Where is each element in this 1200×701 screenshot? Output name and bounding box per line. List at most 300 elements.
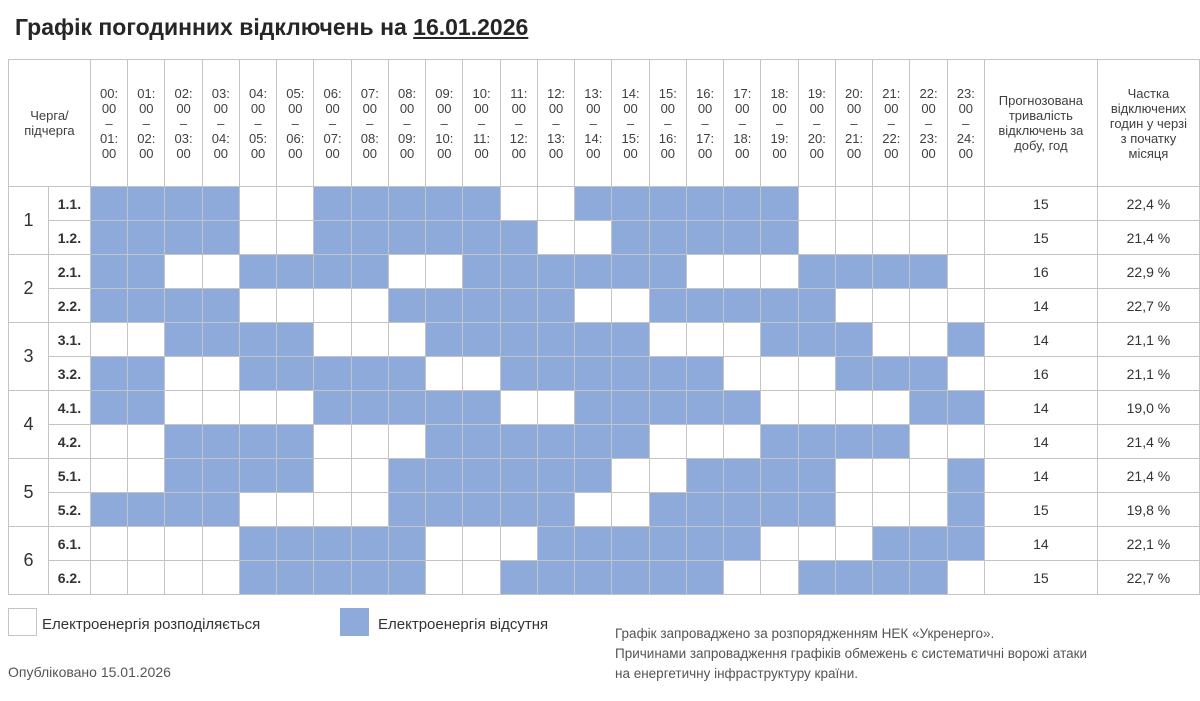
hour-header-line: 16: [696, 85, 715, 101]
share-value: 22,7 % [1097, 561, 1199, 595]
power-hour-cell [314, 323, 351, 357]
hour-header [798, 60, 835, 187]
hour-header-line: 00 [213, 100, 229, 116]
power-hour-cell [277, 221, 314, 255]
hour-header-line: 15: [621, 130, 640, 146]
hour-header-line: – [775, 115, 784, 131]
power-hour-cell [947, 425, 984, 459]
power-hour-cell [388, 323, 425, 357]
hour-header-line: 00: [100, 85, 119, 101]
power-hour-cell [277, 187, 314, 221]
outage-hour-cell [798, 425, 835, 459]
hour-header-line: – [738, 115, 746, 131]
outage-hour-cell [314, 527, 351, 561]
subqueue-label: 5.2. [48, 493, 90, 527]
hour-header-line: – [366, 115, 374, 131]
duration-header [984, 60, 1097, 187]
outage-hour-cell [649, 221, 686, 255]
hour-header [910, 60, 947, 187]
outage-hour-cell [463, 425, 500, 459]
hour-header-line: 00 [176, 145, 191, 161]
outage-hour-cell [239, 323, 276, 357]
outage-hour-cell [90, 187, 127, 221]
hour-header [835, 60, 872, 187]
outage-hour-cell [500, 289, 537, 323]
outage-hour-cell [388, 493, 425, 527]
outage-hour-cell [686, 289, 723, 323]
outage-hour-cell [277, 561, 314, 595]
hour-header [426, 60, 463, 187]
hour-header-line: 00 [399, 145, 415, 161]
hour-header-line: 09: [398, 130, 417, 146]
power-hour-cell [277, 493, 314, 527]
outage-hour-cell [649, 357, 686, 391]
power-hour-cell [463, 357, 500, 391]
outage-hour-cell [761, 289, 798, 323]
hour-header-line: 00 [437, 100, 452, 116]
hour-header-line: 06: [323, 85, 342, 101]
power-hour-cell [835, 289, 872, 323]
hour-header-line: 00 [362, 100, 378, 116]
hour-header-line: 00 [250, 100, 266, 116]
hour-header-line: 00 [586, 145, 601, 161]
queue-label: 2 [9, 255, 49, 323]
hour-header-line: 00 [250, 145, 266, 161]
outage-hour-cell [500, 459, 537, 493]
hour-header-line: 19: [807, 85, 826, 101]
outage-hour-cell [686, 493, 723, 527]
hour-header [612, 60, 649, 187]
outage-hour-cell [947, 323, 984, 357]
hour-header-line: – [924, 115, 933, 131]
hour-header-line: 00 [176, 100, 191, 116]
hour-header-line: 13: [584, 85, 603, 101]
power-hour-cell [873, 221, 910, 255]
outage-hour-cell [388, 221, 425, 255]
power-hour-cell [500, 187, 537, 221]
outage-hour-cell [351, 527, 388, 561]
queue-label: 3 [9, 323, 49, 391]
outage-hour-cell [686, 357, 723, 391]
power-hour-cell [724, 323, 761, 357]
hour-header-line: 24: [956, 130, 975, 146]
outage-hour-cell [798, 493, 835, 527]
legend-outage-label: Електроенергія відсутня [378, 616, 549, 633]
power-hour-cell [686, 425, 723, 459]
outage-hour-cell [426, 493, 463, 527]
subqueue-label: 6.2. [48, 561, 90, 595]
outage-hour-cell [128, 289, 165, 323]
outage-hour-cell [500, 323, 537, 357]
hour-header [500, 60, 537, 187]
hour-header [537, 60, 574, 187]
hour-header-line: 18: [770, 85, 789, 101]
outage-hour-cell [649, 187, 686, 221]
power-hour-cell [314, 425, 351, 459]
power-hour-cell [761, 561, 798, 595]
queue-label: 6 [9, 527, 49, 595]
outage-hour-cell [239, 459, 276, 493]
table-row [9, 289, 1200, 323]
hour-header-line: 22: [919, 85, 938, 101]
outage-hour-cell [724, 289, 761, 323]
power-hour-cell [351, 289, 388, 323]
power-hour-cell [873, 391, 910, 425]
table-row [9, 255, 1200, 289]
duration-value: 16 [984, 357, 1097, 391]
power-hour-cell [165, 255, 202, 289]
outage-hour-cell [239, 357, 276, 391]
duration-value: 14 [984, 289, 1097, 323]
power-hour-cell [947, 187, 984, 221]
power-hour-cell [910, 221, 947, 255]
power-hour-cell [649, 425, 686, 459]
hour-header [947, 60, 984, 187]
outage-hour-cell [835, 357, 872, 391]
hour-header [575, 60, 612, 187]
hour-header-line: 03: [174, 130, 193, 146]
outage-hour-cell [500, 255, 537, 289]
outage-hour-cell [575, 323, 612, 357]
power-hour-cell [388, 425, 425, 459]
outage-hour-cell [314, 561, 351, 595]
power-hour-cell [500, 391, 537, 425]
outage-hour-cell [351, 561, 388, 595]
power-hour-cell [873, 323, 910, 357]
power-hour-cell [351, 459, 388, 493]
queue-header [9, 60, 91, 187]
power-hour-cell [761, 255, 798, 289]
outage-hour-cell [686, 391, 723, 425]
hour-header-line: 00 [660, 145, 676, 161]
outage-hour-cell [388, 459, 425, 493]
duration-value: 15 [984, 221, 1097, 255]
power-hour-cell [90, 459, 127, 493]
hour-header-line: 07: [360, 85, 379, 101]
power-hour-cell [910, 459, 947, 493]
outage-hour-cell [239, 527, 276, 561]
table-row [9, 493, 1200, 527]
outage-hour-cell [947, 391, 984, 425]
subqueue-label: 1.1. [48, 187, 90, 221]
power-hour-cell [202, 561, 239, 595]
power-hour-cell [165, 357, 202, 391]
outage-hour-cell [649, 493, 686, 527]
power-hour-cell [835, 493, 872, 527]
share-value: 22,7 % [1097, 289, 1199, 323]
outage-hour-cell [314, 187, 351, 221]
hour-header-line: 00 [697, 100, 713, 116]
outage-hour-cell [165, 493, 202, 527]
hour-header-line: – [142, 115, 150, 131]
outage-hour-cell [202, 323, 239, 357]
outage-hour-cell [90, 357, 127, 391]
power-hour-cell [798, 221, 835, 255]
outage-hour-cell [649, 561, 686, 595]
footnote-line: на енергетичну інфраструктуру країни. [615, 666, 858, 681]
outage-hour-cell [128, 391, 165, 425]
outage-hour-cell [612, 391, 649, 425]
hour-header-line: – [887, 115, 895, 131]
hour-header-line: 00 [809, 145, 825, 161]
duration-header-line: добу, год [1014, 138, 1068, 153]
power-hour-cell [426, 527, 463, 561]
hour-header-line: 00 [362, 145, 378, 161]
footnote-line: Причинами запровадження графіків обмежень є систематичні ворожі атаки [615, 646, 1088, 661]
outage-hour-cell [612, 357, 649, 391]
power-hour-cell [910, 493, 947, 527]
outage-hour-cell [351, 187, 388, 221]
hour-header-line: – [515, 115, 523, 131]
power-hour-cell [835, 391, 872, 425]
outage-hour-cell [165, 289, 202, 323]
hour-header-line: 00 [586, 100, 601, 116]
legend-power-label: Електроенергія розподіляється [42, 616, 261, 633]
hour-header-line: 00 [958, 100, 974, 116]
outage-hour-cell [873, 527, 910, 561]
hour-header-line: 00 [101, 100, 117, 116]
outage-hour-cell [910, 561, 947, 595]
outage-hour-cell [537, 289, 574, 323]
outage-hour-cell [463, 289, 500, 323]
hour-header-line: – [291, 115, 299, 131]
duration-value: 15 [984, 493, 1097, 527]
outage-hour-cell [612, 527, 649, 561]
outage-hour-cell [724, 187, 761, 221]
outage-hour-cell [537, 459, 574, 493]
outage-hour-cell [388, 357, 425, 391]
duration-value: 14 [984, 459, 1097, 493]
hour-header [724, 60, 761, 187]
outage-hour-cell [128, 187, 165, 221]
power-hour-cell [910, 425, 947, 459]
power-hour-cell [798, 357, 835, 391]
power-hour-cell [90, 323, 127, 357]
hour-header-line: 02: [137, 130, 156, 146]
outage-hour-cell [165, 425, 202, 459]
subqueue-label: 4.2. [48, 425, 90, 459]
outage-hour-cell [686, 187, 723, 221]
outage-hour-cell [463, 323, 500, 357]
outage-hour-cell [388, 527, 425, 561]
power-hour-cell [90, 527, 127, 561]
outage-hour-cell [351, 221, 388, 255]
outage-hour-cell [277, 527, 314, 561]
outage-hour-cell [835, 425, 872, 459]
duration-header-line: відключень за [998, 123, 1084, 138]
outage-hour-cell [90, 255, 127, 289]
outage-hour-cell [90, 391, 127, 425]
outage-hour-cell [686, 459, 723, 493]
hour-header-line: – [105, 115, 113, 131]
power-hour-cell [239, 493, 276, 527]
hour-header-line: 00 [511, 145, 527, 161]
outage-hour-cell [612, 255, 649, 289]
power-hour-cell [314, 493, 351, 527]
subqueue-label: 3.2. [48, 357, 90, 391]
hour-header-line: 03: [211, 85, 230, 101]
power-hour-cell [426, 357, 463, 391]
hour-header-line: 00 [846, 145, 862, 161]
subqueue-label: 5.1. [48, 459, 90, 493]
share-header-line: годин у черзі [1109, 115, 1187, 131]
outage-hour-cell [351, 391, 388, 425]
hour-header-line: 00 [325, 145, 340, 161]
outage-hour-cell [686, 527, 723, 561]
hour-header-line: 16: [658, 130, 677, 146]
outage-hour-cell [463, 221, 500, 255]
hour-header-line: 00 [548, 100, 564, 116]
hour-header-line: 00 [474, 145, 489, 161]
hour-header-line: 00 [139, 145, 154, 161]
outage-hour-cell [686, 561, 723, 595]
power-hour-cell [202, 527, 239, 561]
outage-hour-cell [426, 391, 463, 425]
duration-value: 14 [984, 425, 1097, 459]
outage-hour-cell [426, 221, 463, 255]
hour-header-line: 00 [288, 145, 303, 161]
hour-header-line: 00 [623, 100, 638, 116]
title-date: 16.01.2026 [413, 14, 529, 40]
footnote-line: Графік запроваджено за розпорядженням НЕК «Укренерго». [615, 626, 995, 641]
hour-header [686, 60, 723, 187]
outage-hour-cell [910, 255, 947, 289]
power-hour-cell [873, 289, 910, 323]
power-hour-cell [575, 221, 612, 255]
hour-header-line: – [589, 115, 597, 131]
hour-header [239, 60, 276, 187]
power-hour-cell [165, 527, 202, 561]
hour-header-line: 08: [398, 85, 417, 101]
hour-header-line: 00 [772, 100, 787, 116]
outage-hour-cell [277, 255, 314, 289]
outage-hour-cell [910, 527, 947, 561]
hour-header-line: 00 [884, 100, 899, 116]
power-hour-cell [835, 527, 872, 561]
table-row [9, 391, 1200, 425]
hour-header-line: – [217, 115, 225, 131]
hour-header-line: 22: [882, 130, 901, 146]
power-hour-cell [910, 187, 947, 221]
power-hour-cell [239, 289, 276, 323]
outage-hour-cell [686, 221, 723, 255]
outage-hour-cell [575, 425, 612, 459]
outage-hour-cell [239, 255, 276, 289]
hour-header-line: 23: [956, 85, 975, 101]
subqueue-label: 1.2. [48, 221, 90, 255]
outage-hour-cell [612, 323, 649, 357]
outage-hour-cell [426, 425, 463, 459]
hour-header-line: – [664, 115, 672, 131]
outage-hour-cell [798, 323, 835, 357]
power-hour-cell [128, 561, 165, 595]
outage-hour-cell [277, 323, 314, 357]
hour-header-line: 00 [511, 100, 527, 116]
hour-header [128, 60, 165, 187]
footnote [615, 624, 1087, 684]
outage-hour-cell [649, 255, 686, 289]
outage-hour-cell [314, 391, 351, 425]
power-hour-cell [314, 459, 351, 493]
power-hour-cell [128, 459, 165, 493]
outage-hour-cell [426, 323, 463, 357]
outage-hour-cell [426, 459, 463, 493]
power-hour-cell [910, 289, 947, 323]
outage-hour-cell [910, 391, 947, 425]
table-row [9, 323, 1200, 357]
outage-hour-cell [165, 187, 202, 221]
hour-header-line: 00 [809, 100, 825, 116]
share-value: 21,4 % [1097, 425, 1199, 459]
power-hour-cell [947, 561, 984, 595]
power-hour-cell [724, 561, 761, 595]
outage-hour-cell [463, 493, 500, 527]
hour-header-line: 00 [772, 145, 787, 161]
power-hour-cell [537, 221, 574, 255]
outage-hour-cell [277, 425, 314, 459]
hour-header-line: 14: [621, 85, 640, 101]
power-hour-cell [575, 289, 612, 323]
published-date: Опубліковано 15.01.2026 [8, 664, 171, 680]
hour-header-line: – [440, 115, 448, 131]
power-hour-cell [277, 289, 314, 323]
legend-outage-swatch [340, 608, 369, 636]
hour-header [649, 60, 686, 187]
outage-hour-cell [500, 221, 537, 255]
hour-header-line: 17: [733, 85, 752, 101]
outage-hour-cell [947, 493, 984, 527]
hour-header-line: 10: [435, 130, 454, 146]
subqueue-label: 2.2. [48, 289, 90, 323]
power-hour-cell [947, 357, 984, 391]
power-hour-cell [947, 255, 984, 289]
queue-label: 1 [9, 187, 49, 255]
hour-header [873, 60, 910, 187]
table-row [9, 459, 1200, 493]
subqueue-label: 6.1. [48, 527, 90, 561]
outage-hour-cell [90, 221, 127, 255]
power-hour-cell [165, 391, 202, 425]
subqueue-label: 2.1. [48, 255, 90, 289]
outage-hour-cell [202, 289, 239, 323]
title-text: Графік погодинних відключень на [15, 14, 414, 40]
duration-value: 14 [984, 527, 1097, 561]
share-value: 19,8 % [1097, 493, 1199, 527]
power-hour-cell [575, 493, 612, 527]
outage-hour-cell [873, 561, 910, 595]
power-hour-cell [165, 561, 202, 595]
outage-hour-cell [314, 255, 351, 289]
power-hour-cell [947, 289, 984, 323]
hour-header-line: 08: [360, 130, 379, 146]
power-hour-cell [277, 391, 314, 425]
outage-hour-cell [761, 459, 798, 493]
outage-hour-cell [575, 357, 612, 391]
hour-header-line: 00 [884, 145, 899, 161]
outage-hour-cell [351, 255, 388, 289]
outage-hour-cell [724, 493, 761, 527]
table-row [9, 187, 1200, 221]
outage-hour-cell [463, 255, 500, 289]
outage-hour-cell [873, 255, 910, 289]
hour-header-line: 00 [101, 145, 117, 161]
hour-header-line: 21: [845, 130, 864, 146]
hour-header-line: 01: [100, 130, 119, 146]
power-hour-cell [724, 255, 761, 289]
outage-hour-cell [202, 459, 239, 493]
outage-hour-cell [873, 425, 910, 459]
hour-header-line: 00 [921, 145, 936, 161]
